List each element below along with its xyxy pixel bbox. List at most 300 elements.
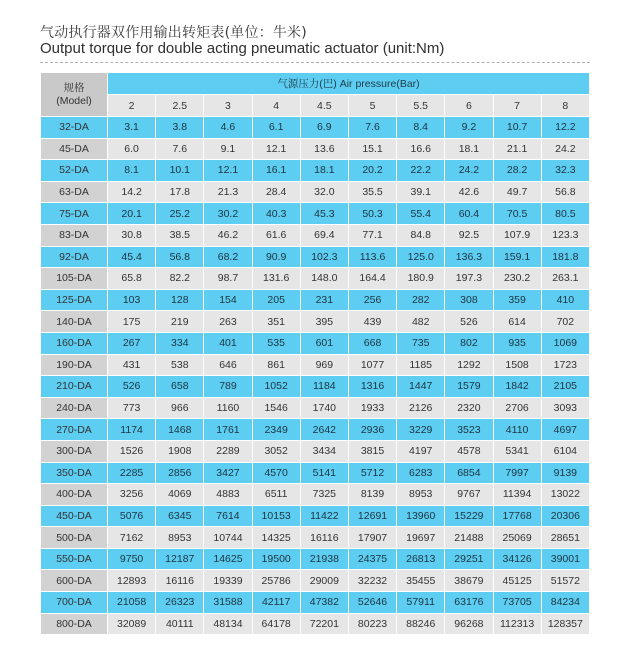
torque-value-cell: 45125	[493, 570, 541, 592]
torque-value-cell: 180.9	[397, 268, 445, 290]
torque-value-cell: 2936	[348, 419, 396, 441]
torque-value-cell: 1468	[156, 419, 204, 441]
torque-value-cell: 154	[204, 289, 252, 311]
torque-value-cell: 64178	[252, 613, 300, 635]
torque-value-cell: 14.2	[108, 181, 156, 203]
model-cell: 400-DA	[41, 484, 108, 506]
torque-value-cell: 16.1	[252, 160, 300, 182]
model-header-en: (Model)	[56, 94, 92, 107]
torque-value-cell: 102.3	[300, 246, 348, 268]
torque-value-cell: 17768	[493, 505, 541, 527]
torque-value-cell: 3256	[108, 484, 156, 506]
torque-value-cell: 3093	[541, 397, 589, 419]
model-cell: 105-DA	[41, 268, 108, 290]
torque-value-cell: 538	[156, 354, 204, 376]
torque-value-cell: 34126	[493, 548, 541, 570]
model-cell: 32-DA	[41, 117, 108, 139]
torque-value-cell: 19697	[397, 527, 445, 549]
torque-value-cell: 263.1	[541, 268, 589, 290]
torque-value-cell: 13.6	[300, 138, 348, 160]
torque-value-cell: 112313	[493, 613, 541, 635]
page-title-chinese: 气动执行器双作用输出转矩表(单位：牛米)	[40, 25, 307, 41]
torque-value-cell: 2105	[541, 376, 589, 398]
torque-value-cell: 38679	[445, 570, 493, 592]
torque-value-cell: 30.8	[108, 224, 156, 246]
torque-value-cell: 2642	[300, 419, 348, 441]
torque-value-cell: 49.7	[493, 181, 541, 203]
torque-value-cell: 702	[541, 311, 589, 333]
torque-value-cell: 24.2	[541, 138, 589, 160]
torque-value-cell: 658	[156, 376, 204, 398]
torque-value-cell: 482	[397, 311, 445, 333]
torque-value-cell: 1077	[348, 354, 396, 376]
table-row	[41, 419, 590, 441]
torque-value-cell: 136.3	[445, 246, 493, 268]
torque-value-cell: 935	[493, 332, 541, 354]
torque-value-cell: 35.5	[348, 181, 396, 203]
torque-value-cell: 1174	[108, 419, 156, 441]
torque-value-cell: 14325	[252, 527, 300, 549]
torque-value-cell: 47382	[300, 592, 348, 614]
table-row	[41, 181, 590, 203]
torque-value-cell: 63176	[445, 592, 493, 614]
torque-value-cell: 1933	[348, 397, 396, 419]
torque-value-cell: 10.7	[493, 117, 541, 139]
torque-value-cell: 308	[445, 289, 493, 311]
torque-value-cell: 22.2	[397, 160, 445, 182]
torque-value-cell: 646	[204, 354, 252, 376]
torque-value-cell: 28651	[541, 527, 589, 549]
table-row	[41, 138, 590, 160]
torque-value-cell: 969	[300, 354, 348, 376]
pressure-values-row	[41, 95, 590, 117]
torque-value-cell: 148.0	[300, 268, 348, 290]
torque-value-cell: 1069	[541, 332, 589, 354]
torque-value-cell: 16116	[300, 527, 348, 549]
torque-value-cell: 861	[252, 354, 300, 376]
torque-value-cell: 128	[156, 289, 204, 311]
torque-value-cell: 535	[252, 332, 300, 354]
torque-value-cell: 57911	[397, 592, 445, 614]
torque-value-cell: 90.9	[252, 246, 300, 268]
torque-value-cell: 263	[204, 311, 252, 333]
torque-value-cell: 2126	[397, 397, 445, 419]
torque-value-cell: 21.3	[204, 181, 252, 203]
model-cell: 125-DA	[41, 289, 108, 311]
pressure-column-header: 5	[348, 95, 396, 117]
pressure-column-header: 6	[445, 95, 493, 117]
torque-value-cell: 72201	[300, 613, 348, 635]
torque-value-cell: 4697	[541, 419, 589, 441]
table-row	[41, 592, 590, 614]
torque-value-cell: 18.1	[445, 138, 493, 160]
torque-value-cell: 25786	[252, 570, 300, 592]
pressure-column-header: 4	[252, 95, 300, 117]
torque-value-cell: 401	[204, 332, 252, 354]
torque-value-cell: 219	[156, 311, 204, 333]
torque-value-cell: 77.1	[348, 224, 396, 246]
torque-value-cell: 1761	[204, 419, 252, 441]
torque-value-cell: 8.4	[397, 117, 445, 139]
torque-value-cell: 25.2	[156, 203, 204, 225]
torque-value-cell: 128357	[541, 613, 589, 635]
torque-value-cell: 32.0	[300, 181, 348, 203]
torque-value-cell: 181.8	[541, 246, 589, 268]
torque-value-cell: 61.6	[252, 224, 300, 246]
torque-value-cell: 70.5	[493, 203, 541, 225]
torque-value-cell: 11394	[493, 484, 541, 506]
model-cell: 350-DA	[41, 462, 108, 484]
torque-value-cell: 5076	[108, 505, 156, 527]
torque-value-cell: 4110	[493, 419, 541, 441]
torque-value-cell: 21.1	[493, 138, 541, 160]
torque-value-cell: 19500	[252, 548, 300, 570]
torque-value-cell: 9767	[445, 484, 493, 506]
torque-value-cell: 56.8	[541, 181, 589, 203]
torque-value-cell: 526	[445, 311, 493, 333]
torque-value-cell: 526	[108, 376, 156, 398]
torque-value-cell: 159.1	[493, 246, 541, 268]
torque-value-cell: 45.4	[108, 246, 156, 268]
torque-value-cell: 9.2	[445, 117, 493, 139]
torque-value-cell: 1508	[493, 354, 541, 376]
torque-value-cell: 8.1	[108, 160, 156, 182]
torque-value-cell: 1292	[445, 354, 493, 376]
torque-value-cell: 25069	[493, 527, 541, 549]
torque-value-cell: 20306	[541, 505, 589, 527]
torque-value-cell: 10744	[204, 527, 252, 549]
torque-value-cell: 123.3	[541, 224, 589, 246]
torque-value-cell: 9750	[108, 548, 156, 570]
table-row	[41, 548, 590, 570]
torque-value-cell: 20.2	[348, 160, 396, 182]
model-cell: 92-DA	[41, 246, 108, 268]
torque-value-cell: 431	[108, 354, 156, 376]
pressure-column-header: 4.5	[300, 95, 348, 117]
table-body	[41, 117, 590, 635]
torque-value-cell: 32232	[348, 570, 396, 592]
torque-value-cell: 16116	[156, 570, 204, 592]
torque-value-cell: 4883	[204, 484, 252, 506]
torque-value-cell: 4.6	[204, 117, 252, 139]
model-cell: 190-DA	[41, 354, 108, 376]
table-row	[41, 440, 590, 462]
model-cell: 700-DA	[41, 592, 108, 614]
pressure-column-header: 2	[108, 95, 156, 117]
torque-value-cell: 107.9	[493, 224, 541, 246]
torque-value-cell: 42117	[252, 592, 300, 614]
torque-value-cell: 20.1	[108, 203, 156, 225]
torque-value-cell: 40.3	[252, 203, 300, 225]
torque-value-cell: 103	[108, 289, 156, 311]
torque-value-cell: 7614	[204, 505, 252, 527]
table-row	[41, 613, 590, 635]
torque-value-cell: 1184	[300, 376, 348, 398]
torque-value-cell: 12.1	[252, 138, 300, 160]
torque-value-cell: 8953	[156, 527, 204, 549]
torque-value-cell: 614	[493, 311, 541, 333]
torque-value-cell: 14625	[204, 548, 252, 570]
torque-value-cell: 4069	[156, 484, 204, 506]
torque-value-cell: 131.6	[252, 268, 300, 290]
torque-value-cell: 35455	[397, 570, 445, 592]
torque-value-cell: 7.6	[348, 117, 396, 139]
torque-value-cell: 39.1	[397, 181, 445, 203]
torque-value-cell: 6104	[541, 440, 589, 462]
table-row	[41, 268, 590, 290]
torque-value-cell: 3434	[300, 440, 348, 462]
table-header-row	[41, 73, 590, 95]
torque-value-cell: 4578	[445, 440, 493, 462]
model-cell: 300-DA	[41, 440, 108, 462]
torque-value-cell: 28.4	[252, 181, 300, 203]
table-row	[41, 505, 590, 527]
torque-value-cell: 80.5	[541, 203, 589, 225]
model-cell: 75-DA	[41, 203, 108, 225]
torque-value-cell: 45.3	[300, 203, 348, 225]
torque-value-cell: 2285	[108, 462, 156, 484]
pressure-column-header: 5.5	[397, 95, 445, 117]
torque-value-cell: 84.8	[397, 224, 445, 246]
torque-value-cell: 7325	[300, 484, 348, 506]
torque-value-cell: 12187	[156, 548, 204, 570]
table-row	[41, 311, 590, 333]
torque-value-cell: 802	[445, 332, 493, 354]
torque-value-cell: 9.1	[204, 138, 252, 160]
torque-value-cell: 395	[300, 311, 348, 333]
torque-value-cell: 38.5	[156, 224, 204, 246]
torque-table	[40, 72, 590, 635]
torque-value-cell: 50.3	[348, 203, 396, 225]
torque-value-cell: 1316	[348, 376, 396, 398]
torque-value-cell: 3.1	[108, 117, 156, 139]
torque-value-cell: 18.1	[300, 160, 348, 182]
torque-value-cell: 12.1	[204, 160, 252, 182]
torque-value-cell: 15.1	[348, 138, 396, 160]
torque-value-cell: 6345	[156, 505, 204, 527]
torque-value-cell: 1160	[204, 397, 252, 419]
torque-value-cell: 26813	[397, 548, 445, 570]
torque-value-cell: 668	[348, 332, 396, 354]
torque-value-cell: 5141	[300, 462, 348, 484]
torque-value-cell: 84234	[541, 592, 589, 614]
torque-value-cell: 30.2	[204, 203, 252, 225]
air-pressure-header: 气源压力(巴) Air pressure(Bar)	[108, 73, 590, 95]
torque-value-cell: 410	[541, 289, 589, 311]
torque-value-cell: 1908	[156, 440, 204, 462]
model-cell: 600-DA	[41, 570, 108, 592]
torque-value-cell: 113.6	[348, 246, 396, 268]
torque-value-cell: 3815	[348, 440, 396, 462]
torque-value-cell: 5712	[348, 462, 396, 484]
torque-value-cell: 40111	[156, 613, 204, 635]
model-cell: 63-DA	[41, 181, 108, 203]
torque-value-cell: 21938	[300, 548, 348, 570]
model-cell: 240-DA	[41, 397, 108, 419]
torque-value-cell: 68.2	[204, 246, 252, 268]
table-row	[41, 570, 590, 592]
torque-value-cell: 789	[204, 376, 252, 398]
table-row	[41, 246, 590, 268]
table-row	[41, 289, 590, 311]
torque-value-cell: 82.2	[156, 268, 204, 290]
torque-value-cell: 175	[108, 311, 156, 333]
torque-value-cell: 3052	[252, 440, 300, 462]
torque-value-cell: 51572	[541, 570, 589, 592]
torque-value-cell: 1526	[108, 440, 156, 462]
table-row	[41, 527, 590, 549]
torque-value-cell: 334	[156, 332, 204, 354]
torque-value-cell: 1723	[541, 354, 589, 376]
torque-value-cell: 46.2	[204, 224, 252, 246]
torque-value-cell: 1579	[445, 376, 493, 398]
torque-value-cell: 29251	[445, 548, 493, 570]
torque-value-cell: 2706	[493, 397, 541, 419]
torque-value-cell: 26323	[156, 592, 204, 614]
torque-value-cell: 17907	[348, 527, 396, 549]
torque-value-cell: 52646	[348, 592, 396, 614]
table-row	[41, 376, 590, 398]
torque-value-cell: 29009	[300, 570, 348, 592]
model-cell: 500-DA	[41, 527, 108, 549]
torque-value-cell: 96268	[445, 613, 493, 635]
model-cell: 450-DA	[41, 505, 108, 527]
model-cell: 270-DA	[41, 419, 108, 441]
torque-value-cell: 6283	[397, 462, 445, 484]
torque-value-cell: 5341	[493, 440, 541, 462]
table-row	[41, 354, 590, 376]
torque-value-cell: 3.8	[156, 117, 204, 139]
torque-value-cell: 1447	[397, 376, 445, 398]
model-cell: 210-DA	[41, 376, 108, 398]
table-row	[41, 332, 590, 354]
model-cell: 550-DA	[41, 548, 108, 570]
torque-value-cell: 12893	[108, 570, 156, 592]
torque-value-cell: 2320	[445, 397, 493, 419]
torque-value-cell: 11422	[300, 505, 348, 527]
torque-value-cell: 1052	[252, 376, 300, 398]
pressure-column-header: 8	[541, 95, 589, 117]
torque-value-cell: 21058	[108, 592, 156, 614]
torque-value-cell: 197.3	[445, 268, 493, 290]
torque-value-cell: 28.2	[493, 160, 541, 182]
torque-value-cell: 88246	[397, 613, 445, 635]
torque-value-cell: 6.9	[300, 117, 348, 139]
torque-value-cell: 13960	[397, 505, 445, 527]
torque-value-cell: 735	[397, 332, 445, 354]
torque-value-cell: 7162	[108, 527, 156, 549]
torque-value-cell: 48134	[204, 613, 252, 635]
torque-value-cell: 256	[348, 289, 396, 311]
torque-value-cell: 32.3	[541, 160, 589, 182]
torque-value-cell: 1185	[397, 354, 445, 376]
torque-value-cell: 16.6	[397, 138, 445, 160]
torque-value-cell: 10.1	[156, 160, 204, 182]
torque-value-cell: 601	[300, 332, 348, 354]
torque-value-cell: 3229	[397, 419, 445, 441]
torque-value-cell: 773	[108, 397, 156, 419]
torque-value-cell: 230.2	[493, 268, 541, 290]
torque-value-cell: 205	[252, 289, 300, 311]
torque-value-cell: 6854	[445, 462, 493, 484]
torque-value-cell: 73705	[493, 592, 541, 614]
model-cell: 83-DA	[41, 224, 108, 246]
model-column-header	[41, 73, 108, 117]
page-title-english: Output torque for double acting pneumatic actuator (unit:Nm)	[40, 40, 445, 57]
torque-value-cell: 164.4	[348, 268, 396, 290]
torque-value-cell: 98.7	[204, 268, 252, 290]
torque-value-cell: 3427	[204, 462, 252, 484]
model-cell: 45-DA	[41, 138, 108, 160]
model-cell: 52-DA	[41, 160, 108, 182]
torque-value-cell: 1740	[300, 397, 348, 419]
torque-value-cell: 7.6	[156, 138, 204, 160]
torque-value-cell: 8953	[397, 484, 445, 506]
torque-value-cell: 60.4	[445, 203, 493, 225]
torque-value-cell: 12.2	[541, 117, 589, 139]
torque-value-cell: 24375	[348, 548, 396, 570]
torque-value-cell: 4570	[252, 462, 300, 484]
torque-value-cell: 267	[108, 332, 156, 354]
torque-value-cell: 2289	[204, 440, 252, 462]
table-row	[41, 203, 590, 225]
torque-value-cell: 9139	[541, 462, 589, 484]
torque-value-cell: 7997	[493, 462, 541, 484]
table-row	[41, 117, 590, 139]
torque-value-cell: 282	[397, 289, 445, 311]
torque-value-cell: 17.8	[156, 181, 204, 203]
torque-value-cell: 21488	[445, 527, 493, 549]
torque-value-cell: 8139	[348, 484, 396, 506]
torque-value-cell: 39001	[541, 548, 589, 570]
model-cell: 160-DA	[41, 332, 108, 354]
torque-value-cell: 6511	[252, 484, 300, 506]
table-row	[41, 160, 590, 182]
torque-value-cell: 125.0	[397, 246, 445, 268]
torque-value-cell: 6.0	[108, 138, 156, 160]
torque-value-cell: 231	[300, 289, 348, 311]
torque-value-cell: 12691	[348, 505, 396, 527]
model-cell: 140-DA	[41, 311, 108, 333]
torque-value-cell: 56.8	[156, 246, 204, 268]
torque-value-cell: 4197	[397, 440, 445, 462]
model-cell: 800-DA	[41, 613, 108, 635]
torque-value-cell: 10153	[252, 505, 300, 527]
table-row	[41, 397, 590, 419]
torque-value-cell: 2349	[252, 419, 300, 441]
torque-value-cell: 6.1	[252, 117, 300, 139]
torque-value-cell: 13022	[541, 484, 589, 506]
torque-value-cell: 1842	[493, 376, 541, 398]
table-row	[41, 224, 590, 246]
torque-value-cell: 966	[156, 397, 204, 419]
torque-value-cell: 92.5	[445, 224, 493, 246]
torque-value-cell: 65.8	[108, 268, 156, 290]
torque-value-cell: 1546	[252, 397, 300, 419]
torque-value-cell: 359	[493, 289, 541, 311]
torque-value-cell: 31588	[204, 592, 252, 614]
pressure-column-header: 2.5	[156, 95, 204, 117]
torque-value-cell: 19339	[204, 570, 252, 592]
model-header-cn: 规格	[63, 81, 85, 94]
table-row	[41, 462, 590, 484]
torque-value-cell: 24.2	[445, 160, 493, 182]
torque-value-cell: 351	[252, 311, 300, 333]
torque-value-cell: 42.6	[445, 181, 493, 203]
torque-value-cell: 15229	[445, 505, 493, 527]
torque-value-cell: 69.4	[300, 224, 348, 246]
torque-value-cell: 32089	[108, 613, 156, 635]
